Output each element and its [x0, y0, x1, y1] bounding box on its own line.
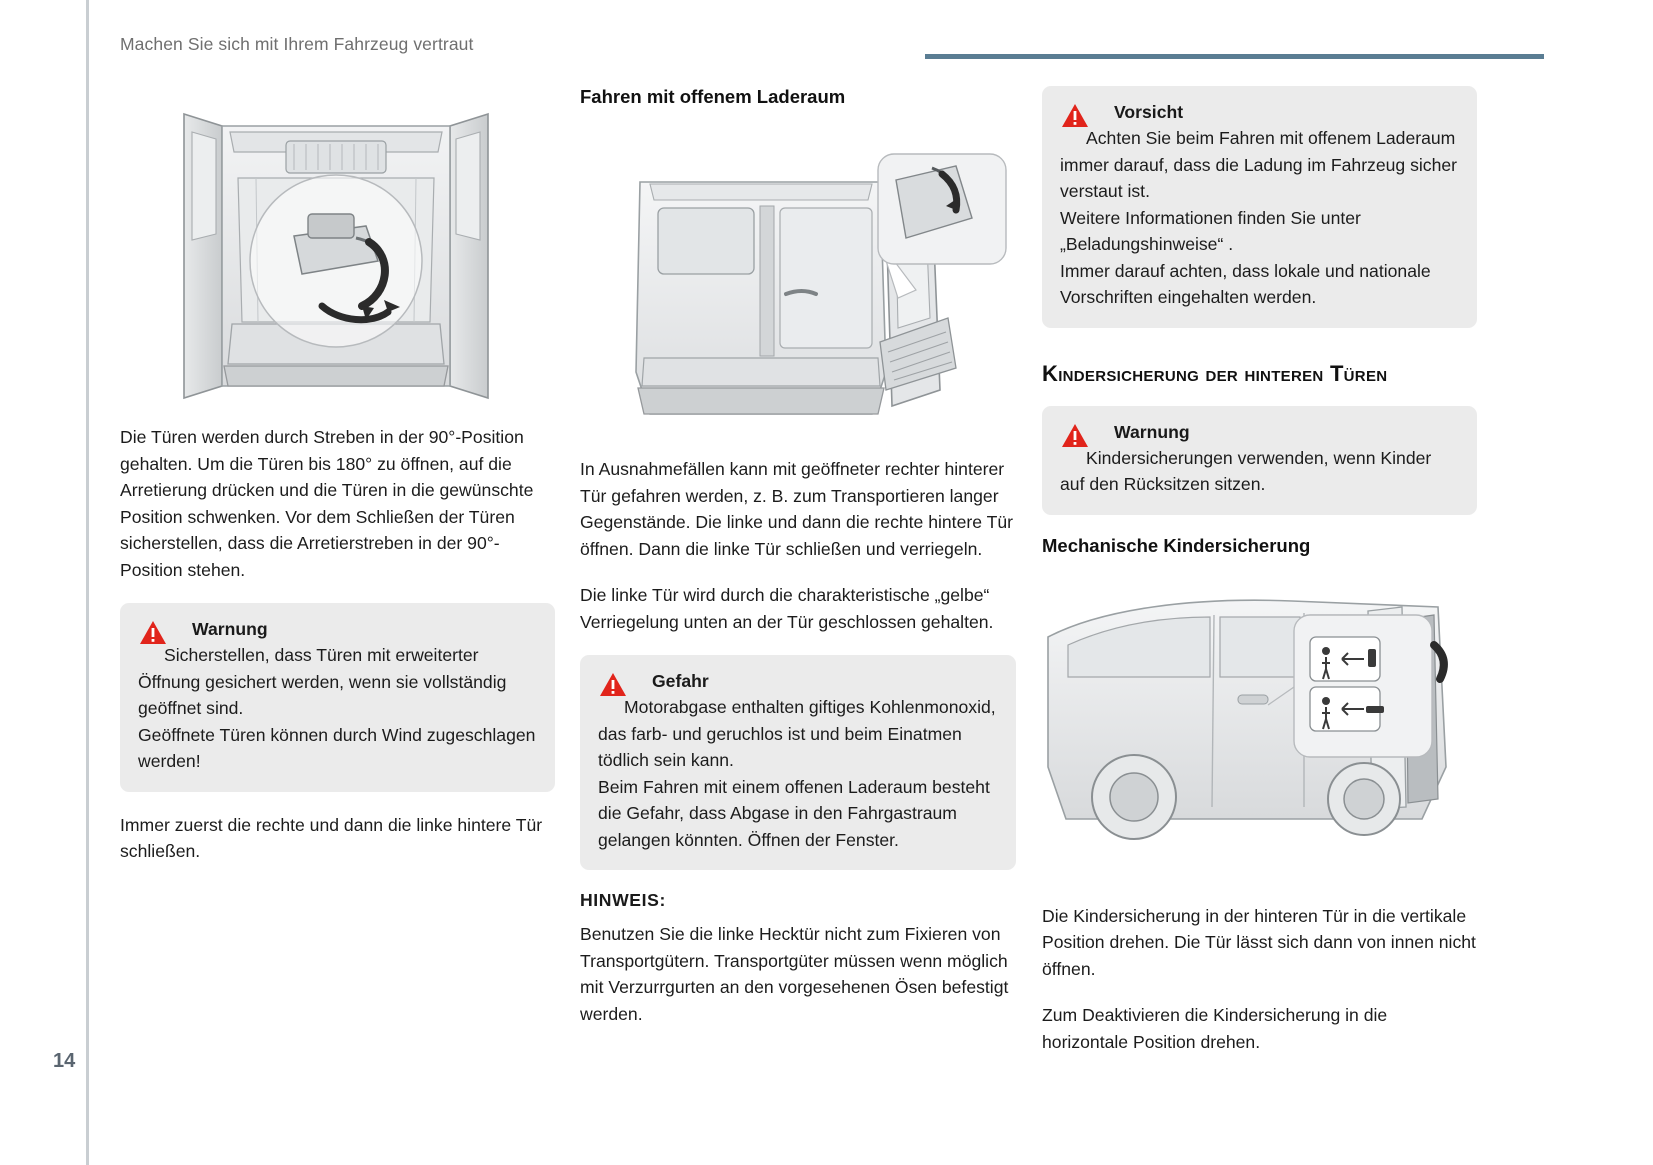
warning-triangle-icon: [139, 620, 167, 645]
subsection-title-mechanische-kindersicherung: Mechanische Kindersicherung: [1042, 534, 1311, 556]
callout-body: [138, 642, 537, 775]
callout-warning-doors: [120, 603, 555, 792]
callout-body: [1060, 445, 1459, 498]
paragraph-close-order: Immer zuerst die rechte und dann die linke hintere Tür schließen.: [120, 814, 543, 861]
note-label: HINWEIS:: [580, 890, 666, 910]
left-margin-rule: [86, 0, 89, 1165]
warning-triangle-icon: [1061, 423, 1089, 448]
callout-line-1: Achten Sie beim Fahren mit offenem Laderaum immer darauf, dass die Ladung im Fahrzeug sicher verstaut ist.: [1060, 128, 1458, 201]
paragraph-childlock-vertical: Die Kindersicherung in der hinteren Tür in die vertikale Position drehen. Die Tür lässt sich dann von innen nicht öffnen.: [1042, 905, 1476, 979]
figure-rear-doors-open: [126, 86, 546, 406]
paragraph-doors-90-position: Die Türen werden durch Streben in der 90°-Position gehalten. Um die Türen bis 180° zu öffnen, auf die Arretierung drücken und die Türen in die gewünschte Position schwenken. Vor dem Schließen der Türen sicherstellen, dass die Arretierstreben in der 90°-Position stehen.: [120, 427, 534, 580]
callout-line-1: Motorabgase enthalten giftiges Kohlenmonoxid, das farb- und geruchlos ist und beim Einatmen tödlich sein kann.: [598, 697, 996, 770]
header-accent-rule: [925, 54, 1544, 59]
section-title-kindersicherung: Kindersicherung der hinteren Türen: [1042, 360, 1388, 386]
callout-line-2: Beim Fahren mit einem offenen Laderaum besteht die Gefahr, dass Abgase in den Fahrgastraum gelangen könnten. Öffnen der Fenster.: [598, 776, 990, 850]
callout-title: Warnung: [192, 619, 268, 639]
figure-child-lock: [1042, 567, 1477, 887]
callout-danger-exhaust: [580, 655, 1016, 870]
callout-line-1: Kindersicherungen verwenden, wenn Kinder auf den Rücksitzen sitzen.: [1060, 447, 1432, 494]
callout-title: Gefahr: [652, 671, 709, 691]
paragraph-childlock-horizontal: Zum Deaktivieren die Kindersicherung in die horizontale Position drehen.: [1042, 1005, 1388, 1052]
callout-body: [1060, 125, 1459, 311]
callout-line-2: Weitere Informationen finden Sie unter „Beladungshinweise“ .: [1060, 207, 1361, 254]
column-left: [120, 86, 555, 885]
caution-triangle-icon: [1061, 103, 1089, 128]
paragraph-yellow-latch: Die linke Tür wird durch die charakteristische „gelbe“ Verriegelung unten an der Tür geschlossen gehalten.: [580, 585, 994, 632]
callout-title: Warnung: [1114, 421, 1190, 442]
callout-line-1: Sicherstellen, dass Türen mit erweiterter Öffnung gesichert werden, wenn sie vollständig geöffnet sind.: [138, 645, 507, 718]
page-header-title: Machen Sie sich mit Ihrem Fahrzeug vertraut: [120, 34, 474, 54]
callout-line-3: Immer darauf achten, dass lokale und nationale Vorschriften eingehalten werden.: [1060, 260, 1431, 307]
note-text: Benutzen Sie die linke Hecktür nicht zum Fixieren von Transportgütern. Transportgüter müssen wenn möglich mit Verzurrgurten an den vorgesehenen Ösen befestigt werden.: [580, 924, 1009, 1024]
figure-open-load-area: [580, 122, 1010, 442]
callout-title: Vorsicht: [1114, 102, 1184, 122]
paragraph-open-right-door: In Ausnahmefällen kann mit geöffneter rechter hinterer Tür gefahren werden, z. B. zum Transportieren langer Gegenstände. Die linke und dann die rechte hintere Tür öffnen. Dann die linke Tür schließen und verriegeln.: [580, 459, 1013, 559]
callout-caution-load: [1042, 86, 1477, 328]
column-middle: [580, 86, 1016, 1047]
callout-body: [598, 694, 998, 853]
callout-line-2: Geöffnete Türen können durch Wind zugeschlagen werden!: [138, 724, 536, 771]
danger-triangle-icon: [599, 672, 627, 697]
heading-fahren-offener-laderaum: Fahren mit offenem Laderaum: [580, 86, 846, 107]
column-right: [1042, 86, 1477, 1075]
page-number: 14: [53, 1050, 76, 1072]
callout-warning-childlock: [1042, 406, 1477, 515]
